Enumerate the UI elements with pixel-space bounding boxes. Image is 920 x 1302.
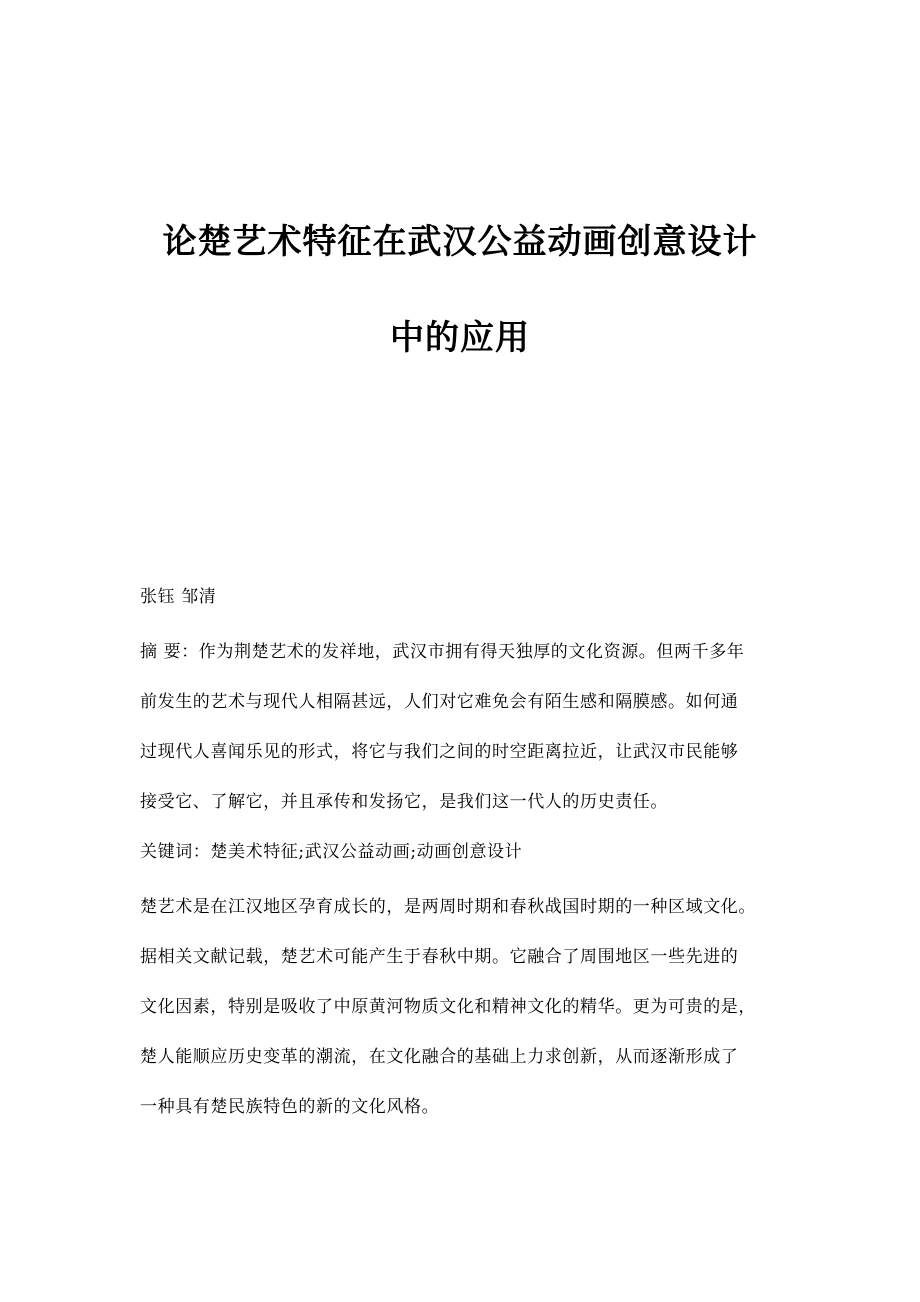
abstract-line: 前发生的艺术与现代人相隔甚远，人们对它难免会有陌生感和隔膜感。如何通 [140,692,739,712]
abstract-line: 过现代人喜闻乐见的形式，将它与我们之间的时空距离拉近，让武汉市民能够 [140,742,739,762]
body-line: 文化因素，特别是吸收了中原黄河物质文化和精神文化的精华。更为可贵的是， [140,997,756,1017]
document-title-line-1: 论楚艺术特征在武汉公益动画创意设计 [162,222,758,262]
body-line: 楚人能顺应历史变革的潮流，在文化融合的基础上力求创新，从而逐渐形成了 [140,1047,739,1067]
keywords: 关键词：楚美术特征;武汉公益动画;动画创意设计 [140,842,523,862]
body-paragraph [140,895,790,1145]
body-line: 一种具有楚民族特色的新的文化风格。 [140,1097,440,1117]
body-line: 据相关文献记载，楚艺术可能产生于春秋中期。它融合了周围地区一些先进的 [140,947,739,967]
document-title-line-2: 中的应用 [390,318,530,358]
abstract-line: 摘 要：作为荆楚艺术的发祥地，武汉市拥有得天独厚的文化资源。但两千多年 [140,642,745,662]
authors: 张钰 邹清 [140,587,217,607]
abstract [140,640,790,840]
abstract-line: 接受它、了解它，并且承传和发扬它，是我们这一代人的历史责任。 [140,792,668,812]
body-line: 楚艺术是在江汉地区孕育成长的，是两周时期和春秋战国时期的一种区域文化。 [140,897,756,917]
